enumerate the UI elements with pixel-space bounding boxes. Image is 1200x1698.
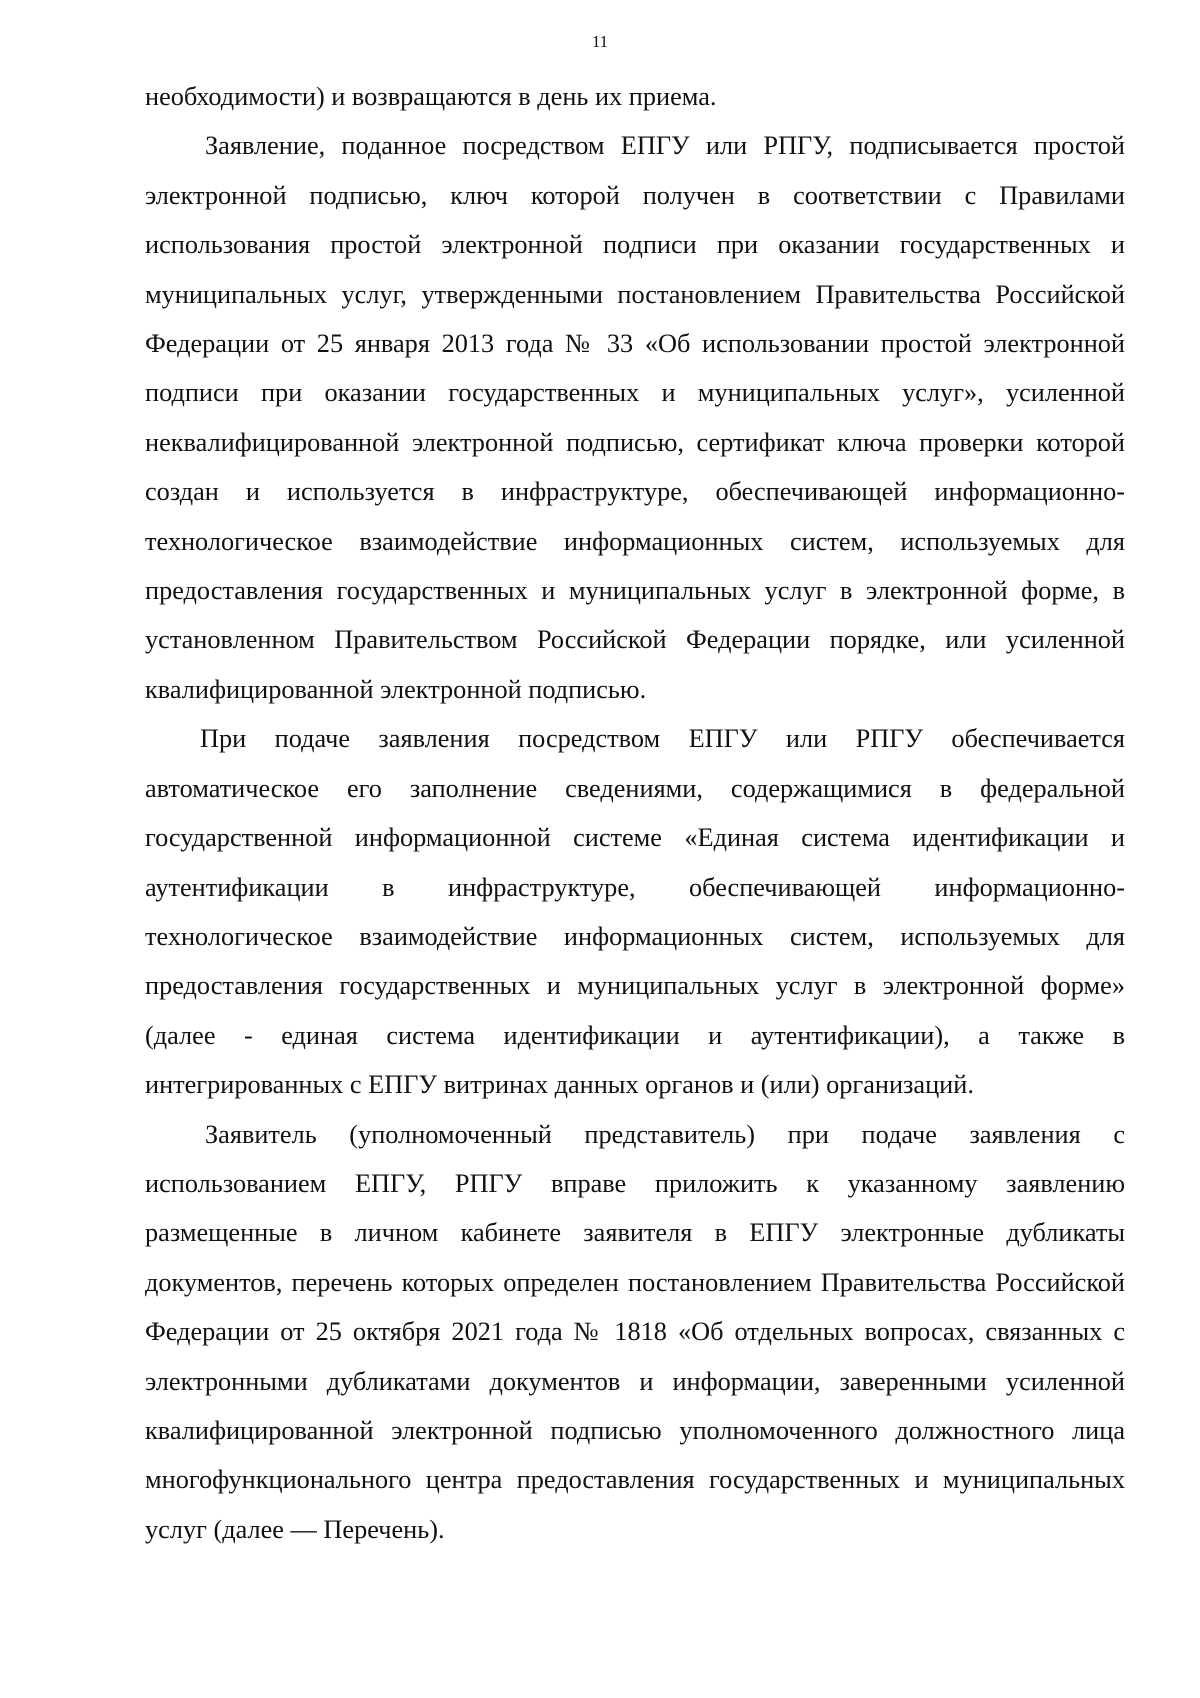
- document-body: [145, 72, 1125, 1554]
- page-number: 11: [591, 32, 609, 51]
- paragraph-autofill: При подаче заявления посредством ЕПГУ или РПГУ обеспечивается автоматическое его заполнение сведениями, содержащимися в федеральной государственной информационной системе «Единая система идентификации и аутентификации в инфраструктуре, обеспечивающей информационно-технологическое взаимодействие информационных систем, используемых для предоставления государственных и муниципальных услуг в электронной форме» (далее - единая система идентификации и аутентификации), а также в интегрированных с ЕПГУ витринах данных органов и (или) организаций.: [145, 724, 1125, 1100]
- paragraph-signature-requirements: Заявление, поданное посредством ЕПГУ или РПГУ, подписывается простой электронной подписью, ключ которой получен в соответствии с Правилами использования простой электронной подписи при оказании государственных и муниципальных услуг, утвержденными постановлением Правительства Российской Федерации от 25 января 2013 года № 33 «Об использовании простой электронной подписи при оказании государственных и муниципальных услуг», усиленной неквалифицированной электронной подписью, сертификат ключа проверки которой создан и используется в инфраструктуре, обеспечивающей информационно-технологическое взаимодействие информационных систем, используемых для предоставления государственных и муниципальных услуг в электронной форме, в установленном Правительством Российской Федерации порядке, или усиленной квалифицированной электронной подписью.: [145, 131, 1125, 704]
- paragraph-electronic-duplicates: Заявитель (уполномоченный представитель) при подаче заявления с использованием ЕПГУ, РПГУ вправе приложить к указанному заявлению размещенные в личном кабинете заявителя в ЕПГУ электронные дубликаты документов, перечень которых определен постановлением Правительства Российской Федерации от 25 октября 2021 года № 1818 «Об отдельных вопросах, связанных с электронными дубликатами документов и информации, заверенными усиленной квалифицированной электронной подписью уполномоченного должностного лица многофункционального центра предоставления государственных и муниципальных услуг (далее — Перечень).: [145, 1119, 1125, 1544]
- paragraph-continuation: необходимости) и возвращаются в день их приема.: [145, 82, 717, 111]
